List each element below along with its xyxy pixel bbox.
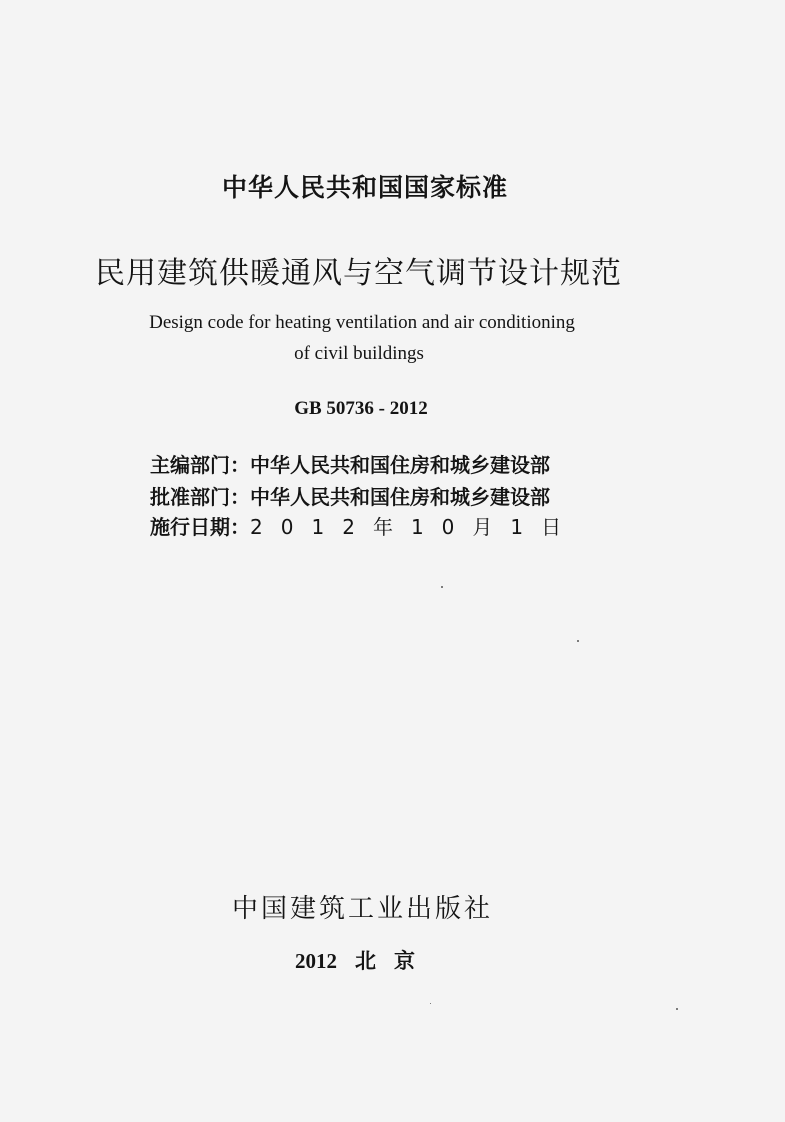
- date-digit: 2: [250, 515, 263, 539]
- date-digit: 1: [311, 515, 325, 539]
- publication-city: 北京: [355, 949, 433, 973]
- date-digit: 0: [441, 515, 455, 539]
- date-digit: 0: [280, 515, 294, 539]
- date-day-char: 日: [541, 515, 562, 539]
- date-digit: 2: [342, 515, 355, 539]
- editor-department-row: [150, 449, 550, 478]
- national-standard-heading: 中华人民共和国国家标准: [221, 173, 508, 202]
- publication-year: 2012: [295, 949, 337, 973]
- date-digit: 1: [410, 515, 424, 539]
- scan-speck: [441, 586, 443, 588]
- effective-date-label: 施行日期：: [150, 515, 250, 539]
- standard-code: GB 50736 - 2012: [294, 398, 428, 419]
- date-digit: 1: [510, 515, 524, 539]
- date-month-char: 月: [472, 515, 493, 539]
- approver-department-row: [150, 481, 550, 510]
- title-chinese: 民用建筑供暖通风与空气调节设计规范: [95, 256, 622, 291]
- title-english-line-2: of civil buildings: [294, 343, 424, 364]
- date-year-char: 年: [372, 515, 393, 539]
- editor-department-value: 中华人民共和国住房和城乡建设部: [250, 453, 550, 477]
- effective-date-row: [150, 511, 561, 540]
- publisher-name: 中国建筑工业出版社: [232, 894, 494, 924]
- scan-speck: [676, 1008, 678, 1010]
- approver-department-value: 中华人民共和国住房和城乡建设部: [250, 485, 550, 509]
- approver-department-label: 批准部门：: [150, 485, 250, 509]
- scan-speck: [577, 640, 579, 642]
- scan-speck: [430, 1003, 431, 1004]
- editor-department-label: 主编部门：: [150, 453, 250, 477]
- title-english-line-1: Design code for heating ventilation and air conditioning: [149, 312, 575, 333]
- publication-place: [295, 945, 433, 975]
